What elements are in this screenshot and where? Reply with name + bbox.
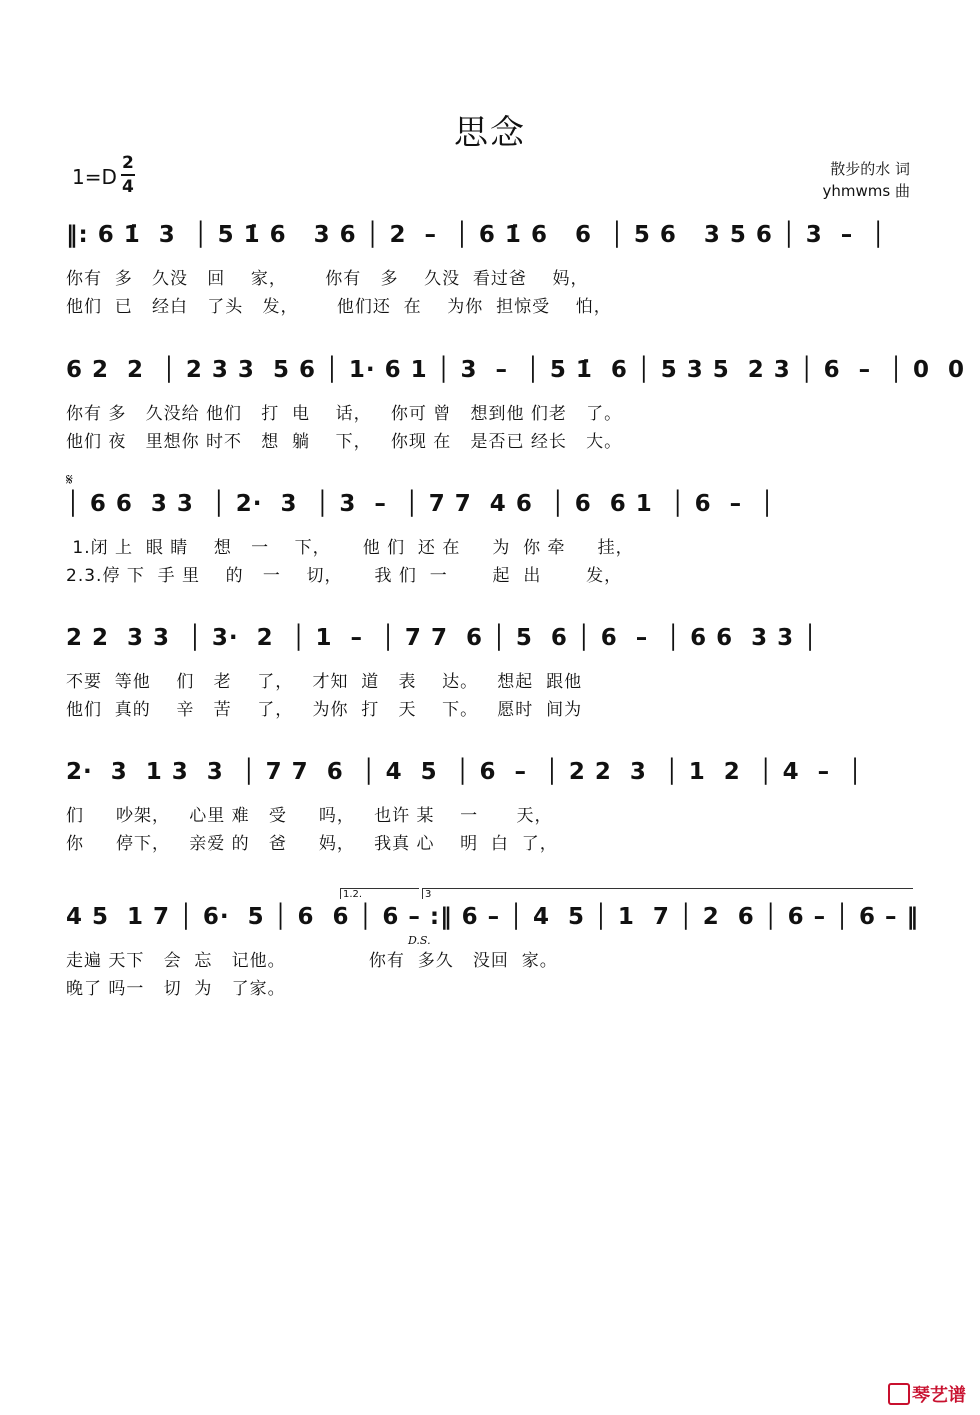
ds-marking: D.S. xyxy=(408,934,431,947)
logo-icon xyxy=(888,1383,910,1405)
lyric-verse-1: 走遍 天下 会 忘 记他。 你有 多久 没回 家。 xyxy=(66,951,558,971)
lyricist-credit: 散步的水 词 xyxy=(830,160,910,178)
notation-line: 2 2 3 3 │ 3· 2 │ 1 – │ 7 7 6 │ 5 6 │ 6 – │ 6 6 3 3 │ xyxy=(66,625,818,651)
watermark-logo xyxy=(888,1381,966,1407)
time-signature xyxy=(121,152,135,198)
lyric-verse-2: 他们 夜 里想你 时不 想 躺 下， 你现 在 是否已 经长 大。 xyxy=(66,432,623,452)
segno-sign: 𝄋 xyxy=(66,470,73,489)
lyric-verse-2: 晚了 吗一 切 为 了家。 xyxy=(66,979,286,999)
volta-first-ending: 1.2. xyxy=(340,888,419,899)
notation-line: 2· 3 1 3 3 │ 7 7 6 │ 4 5 │ 6 – │ 2 2 3 │ 1 2 │ 4 – │ xyxy=(66,759,864,785)
notation-line: 4 5 1 7 │ 6· 5 │ 6 6 │ 6 – :‖ 6 – │ 4 5 │ 1 7 │ 2 6 │ 6 – │ 6 – ‖ xyxy=(66,904,920,930)
lyric-verse-1: 你有 多 久没给 他们 打 电 话， 你可 曾 想到他 们老 了。 xyxy=(66,404,623,424)
lyric-verse-2: 你 停下， 亲爱 的 爸 妈， 我真 心 明 白 了， xyxy=(66,834,558,854)
lyric-verse-2: 2.3.停 下 手 里 的 一 切， 我 们 一 起 出 发， xyxy=(66,566,623,586)
key-signature: 1=D xyxy=(72,165,117,189)
composer-credit: yhmwms 曲 xyxy=(822,182,910,200)
lyric-verse-2: 他们 真的 辛 苦 了， 为你 打 天 下。 愿时 间为 xyxy=(66,700,583,720)
time-signature-top: 2 xyxy=(121,152,135,176)
lyric-verse-1: 们 吵架， 心里 难 受 吗， 也许 某 一 天， xyxy=(66,806,553,826)
lyric-verse-2: 他们 已 经白 了头 发， 他们还 在 为你 担惊受 怕， xyxy=(66,297,612,317)
time-signature-bottom: 4 xyxy=(122,177,134,197)
volta-second-ending: 3 xyxy=(422,888,913,899)
notation-line: 6 2 2 │ 2 3 3 5 6 │ 1· 6 1 │ 3 – │ 5 1̇ 6 │ 5 3 5 2 3 │ 6 – │ 0 0 xyxy=(66,357,966,383)
song-title: 思念 xyxy=(454,113,526,153)
notation-line: │ 6 6 3 3 │ 2· 3 │ 3 – │ 7 7 4 6 │ 6 6 1 │ 6 – │ xyxy=(66,491,775,517)
lyric-verse-1: 你有 多 久没 回 家， 你有 多 久没 看过爸 妈， xyxy=(66,269,589,289)
notation-line: ‖: 6 1̇ 3 │ 5 1̇ 6 3 6 │ 2 – │ 6 1̇ 6 6 │ 5 6 3 5 6 │ 3 – │ xyxy=(66,222,887,248)
lyric-verse-1: 不要 等他 们 老 了， 才知 道 表 达。 想起 跟他 xyxy=(66,672,583,692)
watermark-text: 琴艺谱 xyxy=(912,1385,966,1406)
lyric-verse-1: 1.闭 上 眼 睛 想 一 下， 他 们 还 在 为 你 牵 挂， xyxy=(66,538,634,558)
